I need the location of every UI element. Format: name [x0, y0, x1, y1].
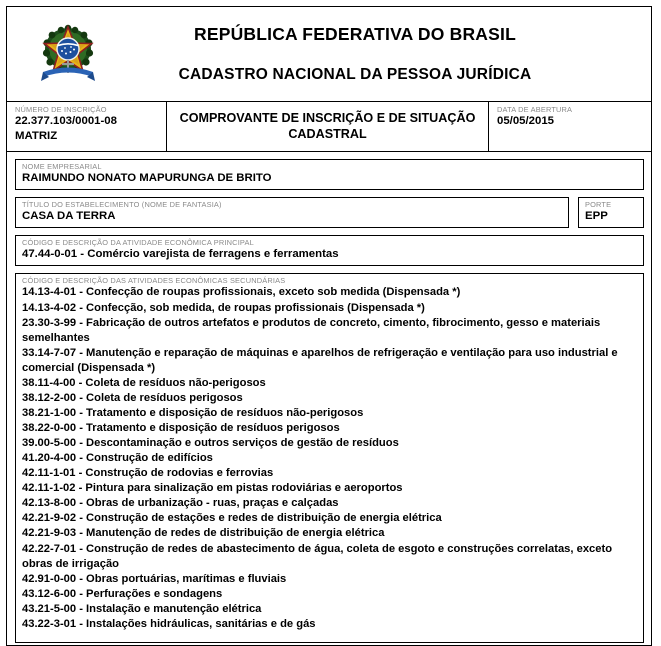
atividade-secundaria-item: 42.21-9-03 - Manutenção de redes de distribuição de energia elétrica: [22, 527, 385, 540]
document-masthead: [7, 7, 651, 102]
atividade-secundaria-item: 39.00-5-00 - Descontaminação e outros serviços de gestão de resíduos: [22, 437, 399, 450]
atividade-secundaria-item: 38.22-0-00 - Tratamento e disposição de resíduos perigosos: [22, 422, 340, 435]
country-heading: REPÚBLICA FEDERATIVA DO BRASIL: [194, 24, 516, 44]
data-abertura-value: 05/05/2015: [497, 115, 555, 128]
nome-empresarial-label: NOME EMPRESARIAL: [22, 162, 102, 171]
titulo-porte-row: [15, 197, 651, 228]
masthead-titles: [129, 24, 651, 84]
field-porte: [578, 197, 644, 228]
atividade-secundaria-item: 42.21-9-02 - Construção de estações e redes de distribuição de energia elétrica: [22, 512, 442, 525]
atividade-secundaria-item: 23.30-3-99 - Fabricação de outros artefatos e produtos de concreto, cimento, fibrocimento, gesso e materiais semelhantes: [22, 316, 601, 344]
document-title-cell: [167, 102, 489, 151]
field-atividade-principal: [15, 235, 644, 266]
atividade-secundaria-item: 41.20-4-00 - Construção de edifícios: [22, 452, 213, 465]
atividade-secundaria-item: 43.22-3-01 - Instalações hidráulicas, sanitárias e de gás: [22, 617, 316, 630]
numero-inscricao-label: NÚMERO DE INSCRIÇÃO: [15, 105, 107, 114]
atividade-secundaria-item: 43.21-5-00 - Instalação e manutenção elétrica: [22, 602, 262, 615]
field-numero-inscricao: [7, 102, 167, 151]
field-data-abertura: [489, 102, 651, 151]
atividades-secundarias-label: CÓDIGO E DESCRIÇÃO DAS ATIVIDADES ECONÔMICAS SECUNDÁRIAS: [22, 276, 286, 286]
porte-label: PORTE: [585, 200, 612, 210]
atividade-secundaria-item: 42.91-0-00 - Obras portuárias, marítimas e fluviais: [22, 572, 287, 585]
field-titulo-estabelecimento: [15, 197, 569, 228]
nome-empresarial-value: RAIMUNDO NONATO MAPURUNGA DE BRITO: [22, 172, 272, 185]
inscription-strip: [7, 102, 651, 152]
titulo-estabelecimento-label: TÍTULO DO ESTABELECIMENTO (NOME DE FANTASIA): [22, 200, 222, 210]
atividade-principal-label: CÓDIGO E DESCRIÇÃO DA ATIVIDADE ECONÔMICA PRINCIPAL: [22, 238, 254, 248]
atividade-secundaria-item: 38.11-4-00 - Coleta de resíduos não-perigosos: [22, 376, 266, 389]
atividade-secundaria-item: 38.21-1-00 - Tratamento e disposição de resíduos não-perigosos: [22, 406, 364, 419]
atividades-secundarias-list: [22, 285, 643, 631]
registry-heading: CADASTRO NACIONAL DA PESSOA JURÍDICA: [178, 66, 532, 83]
atividade-secundaria-item: 14.13-4-02 - Confecção, sob medida, de roupas profissionais (Dispensada *): [22, 301, 425, 314]
brazil-coat-of-arms-icon: [40, 23, 96, 85]
atividade-secundaria-item: 38.12-2-00 - Coleta de resíduos perigosos: [22, 391, 243, 404]
cnpj-certificate-page: [6, 6, 652, 646]
field-atividades-secundarias: [15, 273, 644, 643]
atividade-secundaria-item: 42.22-7-01 - Construção de redes de abastecimento de água, coleta de esgoto e construções correlatas, exceto obras de irrigação: [22, 542, 613, 570]
numero-inscricao-value: 22.377.103/0001-08: [15, 115, 117, 128]
porte-value: EPP: [585, 210, 608, 223]
atividade-principal-value: 47.44-0-01 - Comércio varejista de ferragens e ferramentas: [22, 248, 339, 261]
atividade-secundaria-item: 43.12-6-00 - Perfurações e sondagens: [22, 587, 223, 600]
field-nome-empresarial: [15, 159, 644, 190]
numero-inscricao-qualifier: MATRIZ: [15, 130, 58, 143]
atividade-secundaria-item: 42.11-1-01 - Construção de rodovias e ferrovias: [22, 467, 274, 480]
document-title: COMPROVANTE DE INSCRIÇÃO E DE SITUAÇÃO CADASTRAL: [179, 110, 476, 141]
titulo-estabelecimento-value: CASA DA TERRA: [22, 210, 116, 223]
document-body: [7, 152, 651, 643]
data-abertura-label: DATA DE ABERTURA: [497, 105, 573, 114]
atividade-secundaria-item: 42.13-8-00 - Obras de urbanização - ruas, praças e calçadas: [22, 497, 339, 510]
atividade-secundaria-item: 33.14-7-07 - Manutenção e reparação de máquinas e aparelhos de refrigeração e ventilação para uso industrial e comercial (Dispensada *): [22, 346, 618, 374]
atividade-secundaria-item: 42.11-1-02 - Pintura para sinalização em pistas rodoviárias e aeroportos: [22, 482, 403, 495]
crest-cell: [7, 23, 129, 85]
atividade-secundaria-item: 14.13-4-01 - Confecção de roupas profissionais, exceto sob medida (Dispensada *): [22, 286, 461, 299]
